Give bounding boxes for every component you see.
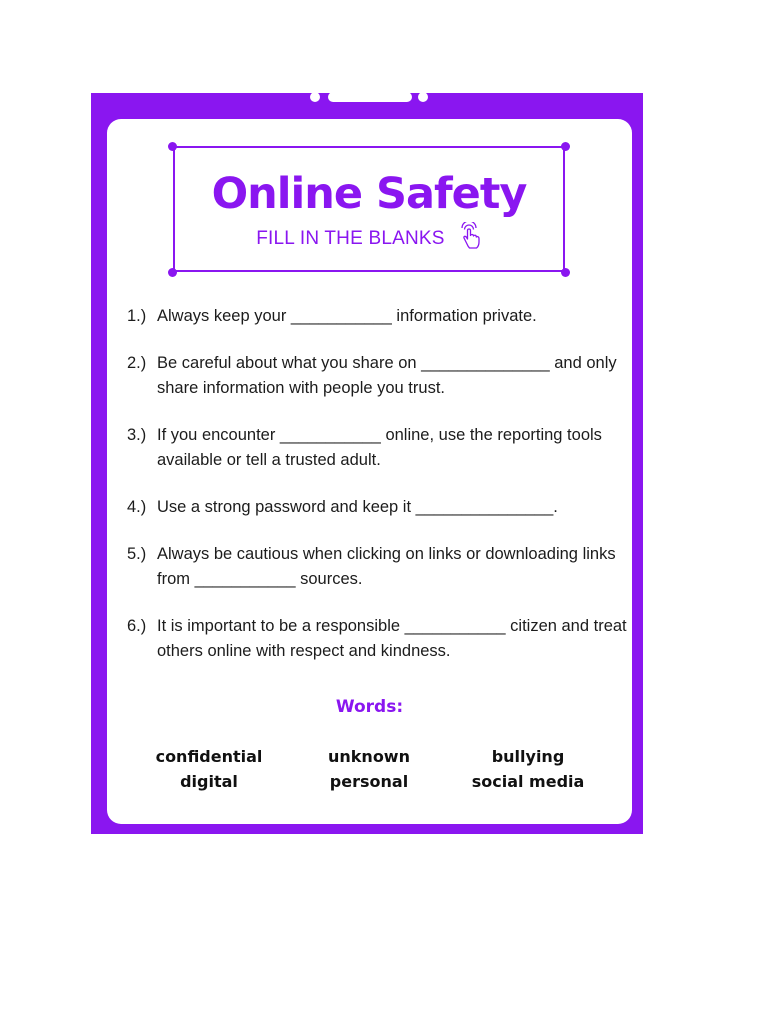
clip-dot-left	[310, 92, 320, 102]
word-bank-word: digital	[180, 772, 238, 791]
list-item	[127, 423, 627, 473]
item-number: 4.)	[127, 498, 147, 516]
clipboard-clip	[328, 92, 412, 102]
word-bank-word: social media	[471, 772, 585, 791]
list-item	[127, 542, 627, 592]
word-bank-column	[289, 744, 449, 794]
word-bank-column	[448, 744, 608, 794]
words-heading: Words:	[335, 697, 404, 717]
title-box-corner	[561, 142, 570, 151]
item-number: 6.)	[127, 617, 147, 635]
questions-list	[127, 304, 627, 686]
list-item	[127, 614, 627, 664]
item-text: It is important to be a responsible ___________ citizen and treat others online with respect and kindness.	[157, 617, 627, 660]
subtitle: FILL IN THE BLANKS	[256, 228, 445, 249]
pointer-hand-icon	[456, 222, 482, 250]
list-item	[127, 495, 627, 520]
word-bank-word: bullying	[491, 747, 565, 766]
item-number: 2.)	[127, 354, 147, 372]
list-item	[127, 351, 627, 401]
word-bank-word: personal	[329, 772, 409, 791]
item-text: If you encounter ___________ online, use the reporting tools available or tell a trusted adult.	[157, 426, 602, 469]
item-number: 1.)	[127, 307, 147, 325]
item-number: 3.)	[127, 426, 147, 444]
item-text: Use a strong password and keep it _______________.	[157, 498, 558, 516]
word-bank-word: confidential	[155, 747, 263, 766]
item-text: Be careful about what you share on ______________ and only share information with people you trust.	[157, 354, 617, 397]
title-box-corner	[561, 268, 570, 277]
item-number: 5.)	[127, 545, 147, 563]
word-bank-column	[129, 744, 289, 794]
subtitle-row	[173, 222, 565, 253]
title-box-corner	[168, 142, 177, 151]
title-box-corner	[168, 268, 177, 277]
item-text: Always be cautious when clicking on links or downloading links from ___________ sources.	[157, 545, 616, 588]
item-text: Always keep your ___________ information private.	[157, 307, 537, 325]
clip-dot-right	[418, 92, 428, 102]
list-item	[127, 304, 627, 329]
page-title: Online Safety	[211, 169, 527, 219]
word-bank-word: unknown	[328, 747, 410, 766]
